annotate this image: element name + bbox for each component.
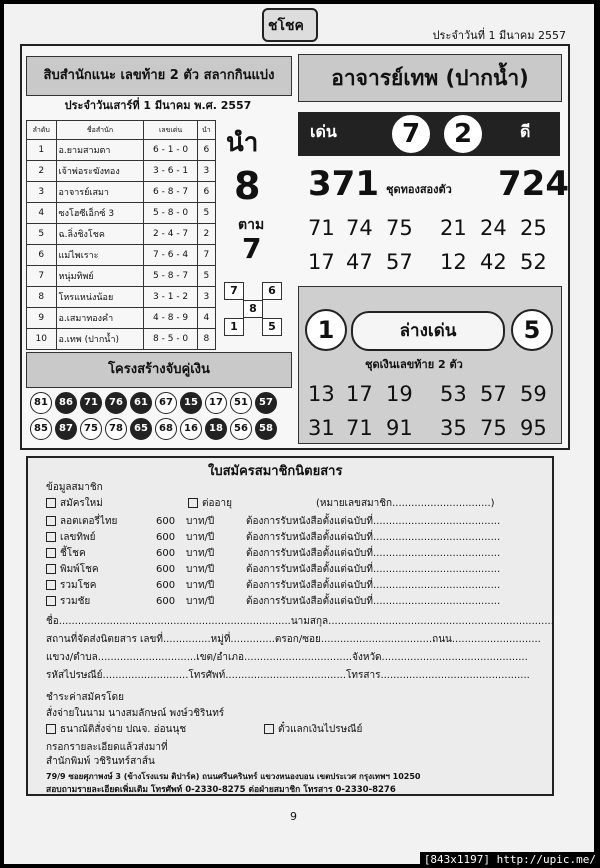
pair-ball: 87 <box>55 418 77 440</box>
magazine-option[interactable] <box>46 530 500 545</box>
pay-option-1[interactable]: ธนาณัติสั่งจ่าย ปณจ. อ่อนนุช <box>46 722 186 737</box>
issue-date: ประจำวันที่ 1 มีนาคม 2557 <box>432 29 566 42</box>
lotto-number: 17 <box>308 250 335 274</box>
checkbox-icon[interactable] <box>46 548 56 558</box>
checkbox-icon[interactable] <box>46 516 56 526</box>
form-title: ใบสมัครสมาชิกนิตยสาร <box>208 464 343 479</box>
row-no: 4 <box>27 203 57 224</box>
lotto-number: 75 <box>480 416 507 440</box>
url-bar: [843x1197] http://upic.me/ <box>420 852 600 868</box>
col-nums: เลขเด่น <box>144 121 197 140</box>
checkbox-icon[interactable] <box>46 596 56 606</box>
checkbox-icon[interactable] <box>46 580 56 590</box>
office-table <box>26 120 216 350</box>
magazine-need: ต้องการรับหนังสือตั้งแต่ฉบับที่........................................ <box>246 596 501 607</box>
row-lead: 6 <box>197 140 215 161</box>
lotto-number: 57 <box>386 250 413 274</box>
table-row <box>27 308 216 329</box>
row-name: หนุ่มทิพย์ <box>56 266 144 287</box>
row-name: อ.ยามสามตา <box>56 140 144 161</box>
contact: สอบถามรายละเอียดเพิ่มเติม โทรศัพท์ 0-2330-8275 ต่อฝ่ายสมาชิก โทรสาร 0-2330-8276 <box>46 785 396 795</box>
member-info: ข้อมูลสมาชิก <box>46 482 103 493</box>
grid-cell: 7 <box>224 282 244 300</box>
lotto-number: 12 <box>440 250 467 274</box>
pair-ball: 86 <box>55 392 77 414</box>
three-a: 371 <box>308 164 379 204</box>
name-line[interactable]: ชื่อ.........................................................................นามสกุล....................................................................... <box>46 616 554 627</box>
lotto-number: 95 <box>520 416 547 440</box>
table-row <box>27 182 216 203</box>
pair-ball: 15 <box>180 392 202 414</box>
pair-ball: 65 <box>130 418 152 440</box>
grid-cell: 5 <box>262 318 282 336</box>
tam-value: 7 <box>242 232 262 265</box>
pay-option-2[interactable]: ตั๋วแลกเงินไปรษณีย์ <box>264 722 362 737</box>
member-number: (หมายเลขสมาชิก...............................) <box>316 498 495 509</box>
pair-ball: 57 <box>255 392 277 414</box>
magazine-option[interactable] <box>46 578 500 593</box>
lotto-number: 74 <box>346 216 373 240</box>
nam-value: 8 <box>234 164 261 208</box>
den-2: 2 <box>442 113 484 155</box>
lotto-number: 47 <box>346 250 373 274</box>
row-no: 2 <box>27 161 57 182</box>
row-no: 6 <box>27 245 57 266</box>
den-1: 7 <box>390 113 432 155</box>
magazine-unit: บาท/ปี <box>186 580 215 591</box>
magazine-need: ต้องการรับหนังสือตั้งแต่ฉบับที่........................................ <box>246 564 501 575</box>
col-lead: นำ <box>197 121 215 140</box>
lotto-number: 53 <box>440 382 467 406</box>
address-line[interactable]: สถานที่จัดส่งนิตยสาร เลขที่...............หมู่ที่..............ตรอก/ซอย...................................ถนน............................ <box>46 634 541 645</box>
row-name: อาจารย์เสมา <box>56 182 144 203</box>
lotto-number: 71 <box>308 216 335 240</box>
masthead-logo: ชโชค <box>262 8 318 42</box>
low-right: 5 <box>511 309 553 351</box>
dee-label: ดี <box>520 122 531 141</box>
publisher: สำนักพิมพ์ วชิรินทร์สาส์น <box>46 756 155 767</box>
row-nums: 8 - 5 - 0 <box>144 329 197 350</box>
magazine-option[interactable] <box>46 594 500 609</box>
magazine-price: 600 <box>156 580 176 591</box>
nam-label: นำ <box>226 128 259 158</box>
magazine-price: 600 <box>156 532 176 543</box>
low-left: 1 <box>305 309 347 351</box>
grid-cell: 1 <box>224 318 244 336</box>
row-lead: 7 <box>197 245 215 266</box>
magazine-need: ต้องการรับหนังสือตั้งแต่ฉบับที่........................................ <box>246 532 501 543</box>
row-lead: 5 <box>197 266 215 287</box>
magazine-price: 600 <box>156 548 176 559</box>
row-name: อ.เสมาทองคำ <box>56 308 144 329</box>
lotto-number: 17 <box>346 382 373 406</box>
row-no: 9 <box>27 308 57 329</box>
row-nums: 6 - 1 - 0 <box>144 140 197 161</box>
magazine-price: 600 <box>156 516 176 527</box>
magazine-name: รวมโชค <box>60 580 97 591</box>
table-row <box>27 203 216 224</box>
lotto-number: 71 <box>346 416 373 440</box>
low-label: ล่างเด่น <box>351 311 505 351</box>
magazine-need: ต้องการรับหนังสือตั้งแต่ฉบับที่........................................ <box>246 516 501 527</box>
lotto-number: 52 <box>520 250 547 274</box>
row-nums: 3 - 6 - 1 <box>144 161 197 182</box>
lotto-number: 59 <box>520 382 547 406</box>
row-nums: 3 - 1 - 2 <box>144 287 197 308</box>
magazine-need: ต้องการรับหนังสือตั้งแต่ฉบับที่........................................ <box>246 548 501 559</box>
row-lead: 6 <box>197 182 215 203</box>
table-row <box>27 140 216 161</box>
magazine-need: ต้องการรับหนังสือตั้งแต่ฉบับที่........................................ <box>246 580 501 591</box>
set-label: ชุดทองสองตัว <box>386 183 452 196</box>
row-nums: 2 - 4 - 7 <box>144 224 197 245</box>
den-label: เด่น <box>310 122 337 141</box>
pair-ball: 58 <box>255 418 277 440</box>
publisher-address: 79/9 ซอยศุภาพงษ์ 3 (ข้างโรงแรม ดิปาร์ค) ถนนศรีนครินทร์ แขวงหนองบอน เขตประเวศ กรุงเทพฯ 10250 <box>46 772 421 781</box>
magazine-name: ลอตเตอรี่ไทย <box>60 516 118 527</box>
table-row <box>27 266 216 287</box>
row-lead: 4 <box>197 308 215 329</box>
row-lead: 8 <box>197 329 215 350</box>
row-name: อ.เทพ (ปากน้ำ) <box>56 329 144 350</box>
three-b: 724 <box>498 164 569 204</box>
pair-ball: 51 <box>230 392 252 414</box>
pair-ball: 17 <box>205 392 227 414</box>
pair-ball: 61 <box>130 392 152 414</box>
pay-title: ชำระค่าสมัครโดย <box>46 692 124 703</box>
subscription-form <box>26 456 554 796</box>
pair-ball: 56 <box>230 418 252 440</box>
lotto-number: 24 <box>480 216 507 240</box>
checkbox-icon[interactable] <box>46 498 56 508</box>
row-lead: 5 <box>197 203 215 224</box>
pair-ball: 16 <box>180 418 202 440</box>
magazine-name: เลขทิพย์ <box>60 532 96 543</box>
lotto-number: 42 <box>480 250 507 274</box>
grid-cell: 6 <box>262 282 282 300</box>
right-title: อาจารย์เทพ (ปากน้ำ) <box>298 54 562 102</box>
new-member-option[interactable]: สมัครใหม่ <box>46 496 103 511</box>
magazine-name: รวมชัย <box>60 596 91 607</box>
row-lead: 2 <box>197 224 215 245</box>
checkbox-icon[interactable] <box>264 724 274 734</box>
table-row <box>27 161 216 182</box>
lotto-number: 25 <box>520 216 547 240</box>
checkbox-icon[interactable] <box>46 532 56 542</box>
magazine-unit: บาท/ปี <box>186 596 215 607</box>
lotto-number: 21 <box>440 216 467 240</box>
district-line[interactable]: แขวง/ตำบล...............................เขต/อำเภอ..................................จังหวัด.............................................. <box>46 652 528 663</box>
page-number: 9 <box>290 810 297 823</box>
magazine-price: 600 <box>156 596 176 607</box>
checkbox-icon[interactable] <box>46 724 56 734</box>
row-lead: 3 <box>197 161 215 182</box>
pair-ball: 18 <box>205 418 227 440</box>
col-name: ชื่อสำนัก <box>56 121 144 140</box>
magazine-unit: บาท/ปี <box>186 548 215 559</box>
row-no: 1 <box>27 140 57 161</box>
magazine-option[interactable] <box>46 562 500 577</box>
row-name: เจ้าพ่อระฆังทอง <box>56 161 144 182</box>
row-nums: 5 - 8 - 7 <box>144 266 197 287</box>
tam-label: ตาม <box>238 217 265 233</box>
pair-ball: 85 <box>30 418 52 440</box>
magazine-price: 600 <box>156 564 176 575</box>
pair-ball: 75 <box>80 418 102 440</box>
lotto-number: 75 <box>386 216 413 240</box>
row-name: ซงโฮซีเอ็กซ์ 3 <box>56 203 144 224</box>
pay-to: สั่งจ่ายในนาม นางสมลักษณ์ พงษ์วชิรินทร์ <box>46 708 225 719</box>
magazine-unit: บาท/ปี <box>186 532 215 543</box>
renew-option[interactable]: ต่ออายุ <box>188 496 232 511</box>
magazine-unit: บาท/ปี <box>186 516 215 527</box>
lotto-number: 31 <box>308 416 335 440</box>
postal-line[interactable]: รหัสไปรษณีย์...........................โทรศัพท์......................................โทรสาร............................................... <box>46 670 530 681</box>
row-no: 3 <box>27 182 57 203</box>
pairs-title: โครงสร้างจับคู่เงิน <box>26 352 292 388</box>
magazine-name: ชี้โชค <box>60 548 86 559</box>
table-row <box>27 329 216 350</box>
left-date: ประจำวันเสาร์ที่ 1 มีนาคม พ.ศ. 2557 <box>64 99 252 112</box>
low-sub: ชุดเงินเลขท้าย 2 ตัว <box>365 358 463 371</box>
table-row <box>27 224 216 245</box>
magazine-unit: บาท/ปี <box>186 564 215 575</box>
pair-ball: 78 <box>105 418 127 440</box>
row-nums: 5 - 8 - 0 <box>144 203 197 224</box>
checkbox-icon[interactable] <box>188 498 198 508</box>
magazine-option[interactable] <box>46 514 500 529</box>
table-row <box>27 245 216 266</box>
row-nums: 4 - 8 - 9 <box>144 308 197 329</box>
lotto-number: 91 <box>386 416 413 440</box>
left-title: สิบสำนักแนะ เลขท้าย 2 ตัว สลากกินแบ่ง <box>26 56 292 96</box>
magazine-option[interactable] <box>46 546 500 561</box>
pair-ball: 81 <box>30 392 52 414</box>
row-lead: 3 <box>197 287 215 308</box>
pair-ball: 71 <box>80 392 102 414</box>
grid-cell: 8 <box>243 300 263 318</box>
lotto-number: 57 <box>480 382 507 406</box>
checkbox-icon[interactable] <box>46 564 56 574</box>
lotto-number: 35 <box>440 416 467 440</box>
row-no: 5 <box>27 224 57 245</box>
row-no: 7 <box>27 266 57 287</box>
magazine-page <box>4 4 594 864</box>
row-nums: 6 - 8 - 7 <box>144 182 197 203</box>
lotto-number: 13 <box>308 382 335 406</box>
pair-ball: 68 <box>155 418 177 440</box>
magazine-name: พิมพ์โชค <box>60 564 99 575</box>
send-title: กรอกรายละเอียดแล้วส่งมาที่ <box>46 742 168 753</box>
pair-ball: 76 <box>105 392 127 414</box>
lotto-number: 19 <box>386 382 413 406</box>
row-no: 8 <box>27 287 57 308</box>
pair-ball: 67 <box>155 392 177 414</box>
col-no: ลำดับ <box>27 121 57 140</box>
den-bar <box>298 112 560 156</box>
row-name: แม่ไพเราะ <box>56 245 144 266</box>
row-name: ฉ.ลิ่งชิงโชค <box>56 224 144 245</box>
table-row <box>27 287 216 308</box>
row-nums: 7 - 6 - 4 <box>144 245 197 266</box>
row-name: โหรแหน่งน้อย <box>56 287 144 308</box>
row-no: 10 <box>27 329 57 350</box>
